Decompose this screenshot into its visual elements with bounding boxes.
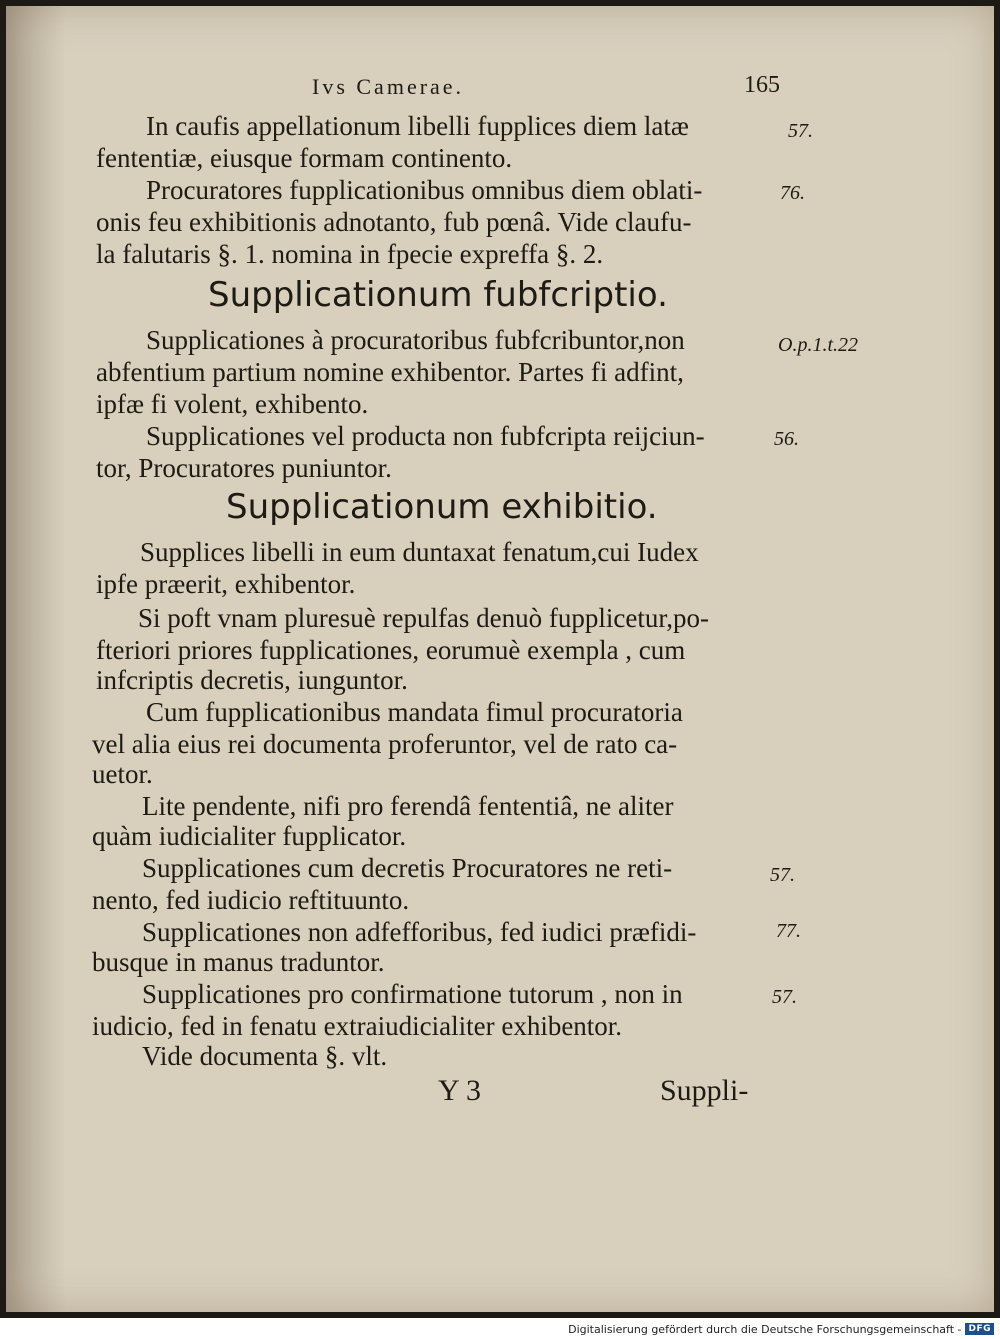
- section-title: Supplicationum fubfcriptio.: [208, 275, 668, 315]
- text-line: tor, Procuratores puniuntor.: [96, 453, 392, 483]
- section-title: Supplicationum exhibitio.: [226, 487, 658, 527]
- text-line: fententiæ, eiusque formam continento.: [96, 143, 513, 173]
- text-line: busque in manus traduntor.: [92, 947, 385, 977]
- margin-note: 57.: [770, 864, 795, 886]
- text-line: abfentium partium nomine exhibentor. Partes fi adfint,: [96, 357, 684, 387]
- margin-note: 57.: [788, 120, 813, 142]
- text-line: ipfæ fi volent, exhibento.: [96, 389, 369, 419]
- text-line: Supplicationes cum decretis Procuratores ne reti-: [142, 853, 673, 883]
- text-line: fteriori priores fupplicationes, eorumuè exempla , cum: [96, 635, 686, 665]
- text-line: nento, fed iudicio reftituunto.: [92, 885, 410, 915]
- signature-mark: Y 3: [438, 1074, 482, 1107]
- text-line: Supplicationes non adfefforibus, fed iudici præfidi-: [142, 917, 697, 947]
- catchword: Suppli-: [660, 1074, 749, 1107]
- text-line: infcriptis decretis, iunguntor.: [96, 665, 408, 695]
- margin-note: O.p.1.t.22: [778, 334, 858, 356]
- footer: [568, 1321, 994, 1337]
- text-line: In caufis appellationum libelli fupplices diem latæ: [146, 111, 689, 141]
- text-line: iudicio, fed in fenatu extraiudicialiter exhibentor.: [92, 1011, 623, 1041]
- text-line: Si poft vnam pluresuè repulfas denuò fupplicetur,po-: [138, 603, 710, 633]
- text-line: Supplices libelli in eum duntaxat fenatum,cui Iudex: [140, 537, 699, 567]
- margin-note: 56.: [774, 428, 799, 450]
- text-line: la falutaris §. 1. nomina in fpecie expreffa §. 2.: [96, 239, 604, 269]
- text-line: quàm iudicialiter fupplicator.: [92, 821, 407, 851]
- text-line: Cum fupplicationibus mandata fimul procuratoria: [146, 697, 683, 727]
- text-line: Supplicationes à procuratoribus fubfcribuntor,non: [146, 325, 685, 355]
- margin-note: 77.: [776, 920, 801, 942]
- dfg-logo-icon: DFG: [965, 1323, 994, 1335]
- page-shadow: [6, 6, 66, 1312]
- margin-note: 76.: [780, 182, 805, 204]
- text-line: Procuratores fupplicationibus omnibus diem oblati-: [146, 175, 703, 205]
- text-line: onis feu exhibitionis adnotanto, fub pœnâ. Vide claufu-: [96, 207, 692, 237]
- margin-note: 57.: [772, 986, 797, 1008]
- text-line: Vide documenta §. vlt.: [142, 1041, 388, 1071]
- text-line: ipfe præerit, exhibentor.: [96, 569, 356, 599]
- footer-text: Digitalisierung gefördert durch die Deutsche Forschungsgemeinschaft -: [568, 1322, 962, 1336]
- text-line: Supplicationes vel producta non fubfcripta reijciun-: [146, 421, 705, 451]
- page-number: 165: [744, 72, 780, 98]
- running-title: Ivs Camerae.: [312, 74, 465, 99]
- text-line: Lite pendente, nifi pro ferendâ fententiâ, ne aliter: [142, 791, 674, 821]
- text-line: uetor.: [92, 759, 153, 789]
- text-line: Supplicationes pro confirmatione tutorum , non in: [142, 979, 683, 1009]
- text-line: vel alia eius rei documenta proferuntor, vel de rato ca-: [92, 729, 678, 759]
